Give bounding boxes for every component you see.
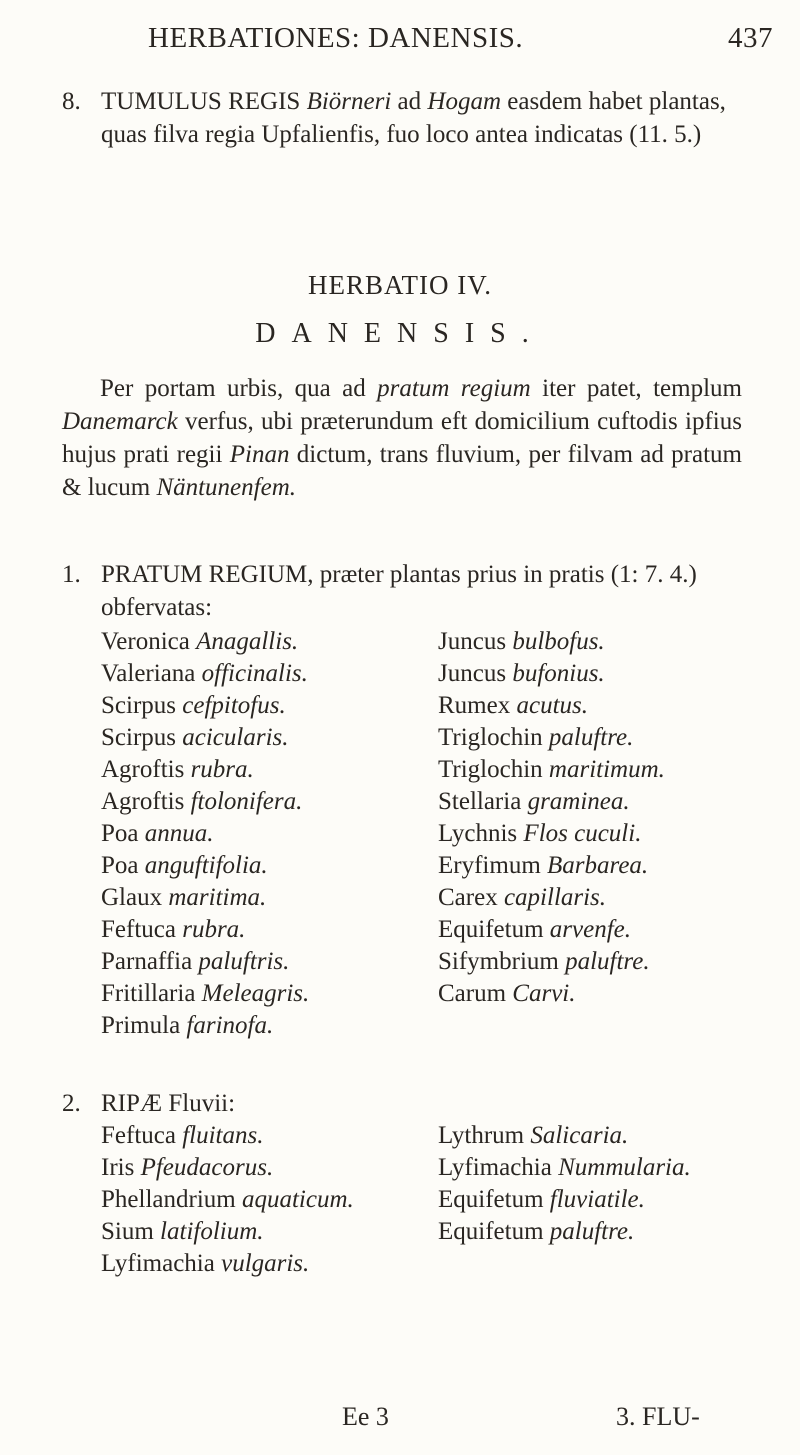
species-entry bbox=[101, 1152, 354, 1184]
ripae-left-column bbox=[101, 1120, 354, 1280]
genus-name: Glaux bbox=[101, 884, 163, 911]
species-entry bbox=[438, 754, 665, 786]
species-entry bbox=[438, 690, 665, 722]
genus-name: Lyfimachia bbox=[101, 1250, 215, 1277]
species-epithet: aquaticum. bbox=[241, 1186, 354, 1213]
species-epithet: rubra. bbox=[190, 756, 254, 783]
species-epithet: graminea. bbox=[527, 788, 630, 815]
item-2-heading: RIPÆ Fluvii: bbox=[101, 1090, 236, 1117]
genus-name: Phellandrium bbox=[101, 1186, 236, 1213]
species-epithet: arvenfe. bbox=[549, 916, 631, 943]
species-entry bbox=[101, 1216, 354, 1248]
genus-name: Lyfimachia bbox=[438, 1154, 552, 1181]
species-epithet: Barbarea. bbox=[547, 852, 649, 879]
species-epithet: paluftre. bbox=[565, 948, 650, 975]
text-run: verfus, ubi præterundum eft domicilium cuftodis ipfius hujus prati regii bbox=[62, 408, 742, 468]
species-epithet: fluviatile. bbox=[549, 1186, 645, 1213]
genus-name: Lychnis bbox=[438, 820, 518, 847]
text-run: dictum, trans fluvium, per filvam ad pratum & lucum bbox=[62, 441, 742, 501]
genus-name: Triglochin bbox=[438, 756, 543, 783]
genus-name: Triglochin bbox=[438, 724, 543, 751]
italic-run: Pinan bbox=[229, 441, 290, 468]
genus-name: Rumex bbox=[438, 692, 511, 719]
genus-name: Parnaffia bbox=[101, 948, 193, 975]
section-subtitle: DANENSIS. bbox=[255, 318, 545, 349]
species-epithet: Nummularia. bbox=[558, 1154, 691, 1181]
species-epithet: Carvi. bbox=[512, 980, 576, 1007]
genus-name: Juncus bbox=[438, 660, 507, 687]
genus-name: Eryfimum bbox=[438, 852, 541, 879]
ripae-right-column bbox=[438, 1120, 691, 1248]
species-entry bbox=[101, 946, 309, 978]
genus-name: Primula bbox=[101, 1012, 181, 1039]
intro-paragraph bbox=[62, 372, 742, 504]
pratum-left-column bbox=[101, 626, 309, 1042]
species-entry bbox=[438, 786, 665, 818]
genus-name: Poa bbox=[101, 820, 139, 847]
text-run: Per portam urbis, qua ad bbox=[100, 375, 378, 402]
species-epithet: ftolonifera. bbox=[190, 788, 303, 815]
text-run: TUMULUS REGIS bbox=[101, 88, 307, 115]
species-entry bbox=[101, 1120, 354, 1152]
species-epithet: paluftris. bbox=[198, 948, 290, 975]
species-epithet: bulbofus. bbox=[512, 628, 605, 655]
species-epithet: maritima. bbox=[168, 884, 267, 911]
species-epithet: Salicaria. bbox=[530, 1122, 629, 1149]
genus-name: Veronica bbox=[101, 628, 190, 655]
genus-name: Fritillaria bbox=[101, 980, 196, 1007]
genus-name: Equifetum bbox=[438, 1218, 544, 1245]
item-1-heading: PRATUM REGIUM, præter plantas prius in pratis (1: 7. 4.) obfervatas: bbox=[101, 561, 697, 621]
species-epithet: latifolium. bbox=[160, 1218, 264, 1245]
species-epithet: Anagallis. bbox=[196, 628, 299, 655]
italic-run: Danemarck bbox=[62, 408, 178, 435]
species-entry bbox=[101, 818, 309, 850]
species-epithet: acicularis. bbox=[182, 724, 289, 751]
species-entry bbox=[438, 978, 665, 1010]
species-epithet: cefpitofus. bbox=[182, 692, 286, 719]
species-entry bbox=[101, 626, 309, 658]
genus-name: Sium bbox=[101, 1218, 154, 1245]
species-entry bbox=[101, 690, 309, 722]
species-epithet: rubra. bbox=[182, 916, 246, 943]
running-title: HERBATIONES: DANENSIS. bbox=[148, 22, 524, 54]
species-entry bbox=[438, 1184, 691, 1216]
species-epithet: Pfeudacorus. bbox=[140, 1154, 274, 1181]
italic-run: Hogam bbox=[427, 88, 502, 115]
genus-name: Juncus bbox=[438, 628, 507, 655]
species-entry bbox=[101, 1010, 309, 1042]
species-entry bbox=[101, 914, 309, 946]
genus-name: Valeriana bbox=[101, 660, 196, 687]
species-entry bbox=[438, 658, 665, 690]
genus-name: Lythrum bbox=[438, 1122, 525, 1149]
species-entry bbox=[438, 722, 665, 754]
text-run: easdem habet plantas, quas filva regia Upfalienfis, fuo loco antea indicatas (11. 5.) bbox=[101, 88, 726, 148]
item-8-text bbox=[101, 85, 771, 151]
species-epithet: fluitans. bbox=[182, 1122, 264, 1149]
genus-name: Equifetum bbox=[438, 1186, 544, 1213]
italic-run: Biörneri bbox=[306, 88, 392, 115]
item-number: 1. bbox=[62, 561, 81, 588]
species-epithet: acutus. bbox=[516, 692, 588, 719]
species-entry bbox=[101, 722, 309, 754]
item-number: 8. bbox=[62, 88, 81, 115]
genus-name: Carum bbox=[438, 980, 507, 1007]
genus-name: Scirpus bbox=[101, 692, 176, 719]
text-run: ad bbox=[391, 88, 428, 115]
catchword: 3. FLU- bbox=[616, 1402, 700, 1431]
species-entry bbox=[438, 1120, 691, 1152]
species-entry bbox=[101, 978, 309, 1010]
species-entry bbox=[438, 1216, 691, 1248]
species-epithet: Meleagris. bbox=[201, 980, 310, 1007]
species-entry bbox=[438, 818, 665, 850]
species-epithet: capillaris. bbox=[503, 884, 607, 911]
species-entry bbox=[438, 850, 665, 882]
species-entry bbox=[438, 914, 665, 946]
genus-name: Carex bbox=[438, 884, 498, 911]
genus-name: Agroftis bbox=[101, 788, 185, 815]
species-epithet: farinofa. bbox=[186, 1012, 274, 1039]
running-header bbox=[0, 22, 800, 58]
italic-run: Näntunenfem. bbox=[156, 474, 297, 501]
species-epithet: anguftifolia. bbox=[144, 852, 268, 879]
genus-name: Feftuca bbox=[101, 1122, 176, 1149]
pratum-right-column bbox=[438, 626, 665, 1010]
species-entry bbox=[101, 754, 309, 786]
italic-run: pratum regium bbox=[377, 375, 531, 402]
genus-name: Feftuca bbox=[101, 916, 176, 943]
species-entry bbox=[101, 786, 309, 818]
species-epithet: annua. bbox=[144, 820, 214, 847]
genus-name: Sifymbrium bbox=[438, 948, 559, 975]
genus-name: Poa bbox=[101, 852, 139, 879]
genus-name: Stellaria bbox=[438, 788, 522, 815]
species-entry bbox=[101, 658, 309, 690]
species-entry bbox=[101, 1184, 354, 1216]
signature-mark: Ee 3 bbox=[342, 1402, 389, 1431]
genus-name: Agroftis bbox=[101, 756, 185, 783]
species-epithet: bufonius. bbox=[512, 660, 605, 687]
species-entry bbox=[101, 850, 309, 882]
genus-name: Iris bbox=[101, 1154, 135, 1181]
section-title: HERBATIO IV. bbox=[307, 270, 492, 300]
species-entry bbox=[438, 946, 665, 978]
species-entry bbox=[438, 626, 665, 658]
text-run: iter patet, templum bbox=[530, 375, 742, 402]
genus-name: Scirpus bbox=[101, 724, 176, 751]
species-epithet: maritimum. bbox=[548, 756, 665, 783]
species-entry bbox=[101, 882, 309, 914]
genus-name: Equifetum bbox=[438, 916, 544, 943]
item-number: 2. bbox=[62, 1090, 81, 1117]
species-epithet: Flos cuculi. bbox=[523, 820, 642, 847]
species-entry bbox=[101, 1248, 354, 1280]
species-epithet: paluftre. bbox=[548, 724, 634, 751]
species-entry bbox=[438, 882, 665, 914]
species-epithet: vulgaris. bbox=[221, 1250, 310, 1277]
species-epithet: paluftre. bbox=[549, 1218, 635, 1245]
page-number: 437 bbox=[728, 22, 773, 54]
species-epithet: officinalis. bbox=[201, 660, 308, 687]
species-entry bbox=[438, 1152, 691, 1184]
